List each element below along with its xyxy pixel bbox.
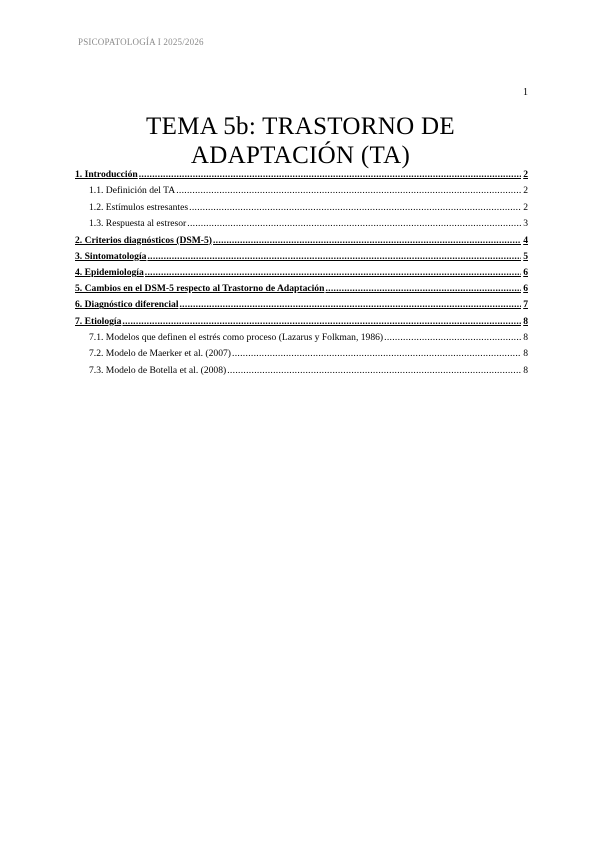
toc-dot-leader (187, 218, 521, 229)
toc-dot-leader (122, 316, 521, 327)
toc-entry-page: 2 (523, 169, 528, 180)
toc-subsection-link[interactable] (75, 332, 528, 349)
title-line-2: ADAPTACIÓN (TA) (190, 142, 411, 169)
toc-entry-page: 6 (523, 267, 528, 279)
toc-entry-title: 7.1. Modelos que definen el estrés como proceso (Lazarus y Folkman, 1986) (89, 331, 384, 343)
toc-subsection-link[interactable] (75, 365, 528, 382)
toc-subsection-link[interactable] (75, 348, 528, 365)
toc-entry-page: 8 (523, 315, 528, 327)
toc-entry-page: 8 (523, 348, 528, 360)
table-of-contents (75, 169, 528, 381)
toc-entry-title: 7.3. Modelo de Botella et al. (2008) (89, 364, 227, 376)
toc-section-link[interactable] (75, 316, 528, 332)
toc-entry-page: 5 (523, 250, 528, 262)
toc-dot-leader (232, 348, 521, 359)
toc-entry-title: 5. Cambios en el DSM-5 respecto al Trastorno de Adaptación (75, 283, 325, 295)
running-header: PSICOPATOLOGÍA I 2025/2026 (78, 37, 204, 47)
toc-dot-leader (213, 235, 521, 246)
toc-entry-page: 6 (523, 283, 528, 295)
toc-section-link[interactable] (75, 267, 528, 283)
toc-section-link[interactable] (75, 251, 528, 267)
toc-entry-title: 6. Diagnóstico diferencial (75, 299, 179, 311)
toc-dot-leader (179, 299, 521, 310)
toc-dot-leader (145, 267, 521, 278)
toc-entry-title: 1.1. Definición del TA (89, 185, 176, 197)
toc-dot-leader (176, 185, 521, 196)
toc-subsection-link[interactable] (75, 218, 528, 235)
toc-subsection-link[interactable] (75, 185, 528, 202)
toc-subsection-link[interactable] (75, 202, 528, 219)
toc-entry-title: 1.2. Estímulos estresantes (89, 201, 189, 213)
toc-entry-title: 2. Criterios diagnósticos (DSM-5) (75, 234, 212, 246)
toc-entry-page: 4 (523, 234, 528, 246)
toc-entry-page: 8 (523, 331, 528, 343)
toc-section-link[interactable] (75, 299, 528, 315)
title-line-1: TEMA 5b: TRASTORNO DE (146, 113, 455, 140)
toc-entry-title: 3. Sintomatología (75, 250, 147, 262)
toc-entry-title: 7. Etiología (75, 315, 122, 327)
toc-entry-page: 2 (523, 185, 528, 197)
toc-entry-title: 4. Epidemiología (75, 267, 144, 279)
toc-dot-leader (325, 283, 521, 294)
toc-dot-leader (139, 169, 521, 180)
toc-dot-leader (384, 332, 521, 343)
toc-entry-title: 1.3. Respuesta al estresor (89, 218, 187, 230)
toc-dot-leader (147, 251, 521, 262)
toc-entry-page: 2 (523, 201, 528, 213)
toc-entry-page: 8 (523, 364, 528, 376)
page-number: 1 (523, 87, 528, 98)
toc-section-link[interactable] (75, 169, 528, 185)
toc-entry-page: 7 (523, 299, 528, 311)
toc-section-link[interactable] (75, 235, 528, 251)
toc-entry-page: 3 (523, 218, 528, 230)
toc-dot-leader (189, 202, 521, 213)
document-title (78, 112, 523, 170)
toc-dot-leader (227, 365, 521, 376)
toc-entry-title: 7.2. Modelo de Maerker et al. (2007) (89, 348, 231, 360)
toc-section-link[interactable] (75, 283, 528, 299)
toc-entry-title: 1. Introducción (75, 169, 138, 180)
